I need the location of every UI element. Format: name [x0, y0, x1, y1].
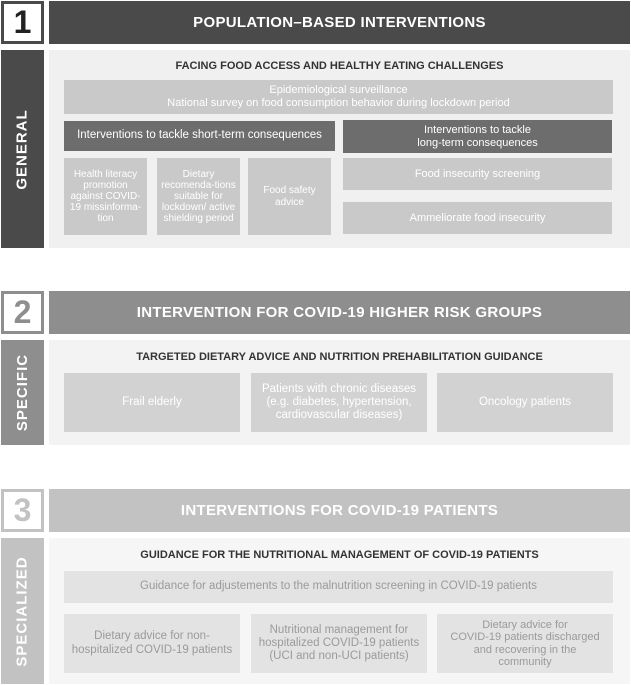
long-term-item: Ammeliorate food insecurity — [343, 202, 612, 234]
risk-group-item: Frail elderly — [64, 373, 240, 432]
risk-group-item: Patients with chronic diseases (e.g. diabetes, hypertension, cardiovascular diseases) — [251, 373, 427, 432]
section-1-number: 1 — [13, 4, 32, 40]
section-2-header — [49, 291, 630, 334]
section-3-header-text: INTERVENTIONS FOR COVID-19 PATIENTS — [180, 502, 499, 519]
long-term-item: Food insecurity screening — [343, 158, 612, 190]
surveillance-text: Epidemiological surveillance National survey on food consumption behavior during lockdown period — [167, 84, 510, 109]
section-3-header — [49, 489, 630, 532]
section-2-side-label — [1, 340, 44, 445]
section-2-side-text: SPECIFIC — [14, 353, 31, 432]
short-term-item: Health literacy promotion against COVID-19 missinforma-tion — [64, 158, 147, 235]
section-2-header-text: INTERVENTION FOR COVID-19 HIGHER RISK GROUPS — [136, 304, 543, 321]
short-term-item: Dietary recomenda-tions suitable for lockdown/ active shielding period — [157, 158, 240, 235]
patient-item: Dietary advice for COVID-19 patients discharged and recovering in the community — [437, 614, 613, 673]
long-term-header: Interventions to tackle long-term consequences — [343, 120, 612, 153]
screening-box: Guidance for adjustements to the malnutrition screening in COVID-19 patients — [64, 571, 613, 603]
patient-item: Dietary advice for non- hospitalized COVID-19 patients — [64, 614, 240, 673]
section-2-number-box — [1, 291, 44, 334]
section-2-number: 2 — [13, 294, 32, 330]
section-2-title: TARGETED DIETARY ADVICE AND NUTRITION PREHABILITATION GUIDANCE — [136, 351, 543, 363]
section-1-number-box — [1, 1, 44, 44]
short-term-item: Food safety advice — [248, 158, 331, 235]
section-3-title: GUIDANCE FOR THE NUTRITIONAL MANAGEMENT OF COVID-19 PATIENTS — [140, 549, 539, 561]
risk-group-item: Oncology patients — [437, 373, 613, 432]
section-1-header — [49, 1, 630, 44]
section-1-title: FACING FOOD ACCESS AND HEALTHY EATING CHALLENGES — [175, 60, 504, 72]
section-1-header-text: POPULATION–BASED INTERVENTIONS — [193, 14, 486, 31]
section-3-side-label — [1, 538, 44, 684]
section-3-number: 3 — [13, 492, 32, 528]
surveillance-box — [64, 80, 613, 114]
section-3-number-box — [1, 489, 44, 532]
section-1-side-text: GENERAL — [14, 108, 31, 190]
patient-item: Nutritional management for hospitalized COVID-19 patients (UCI and non-UCI patients) — [251, 614, 427, 673]
section-3-side-text: SPECIALIZED — [14, 555, 31, 667]
section-1-side-label — [1, 50, 44, 248]
short-term-header: Interventions to tackle short-term consequences — [64, 121, 335, 151]
